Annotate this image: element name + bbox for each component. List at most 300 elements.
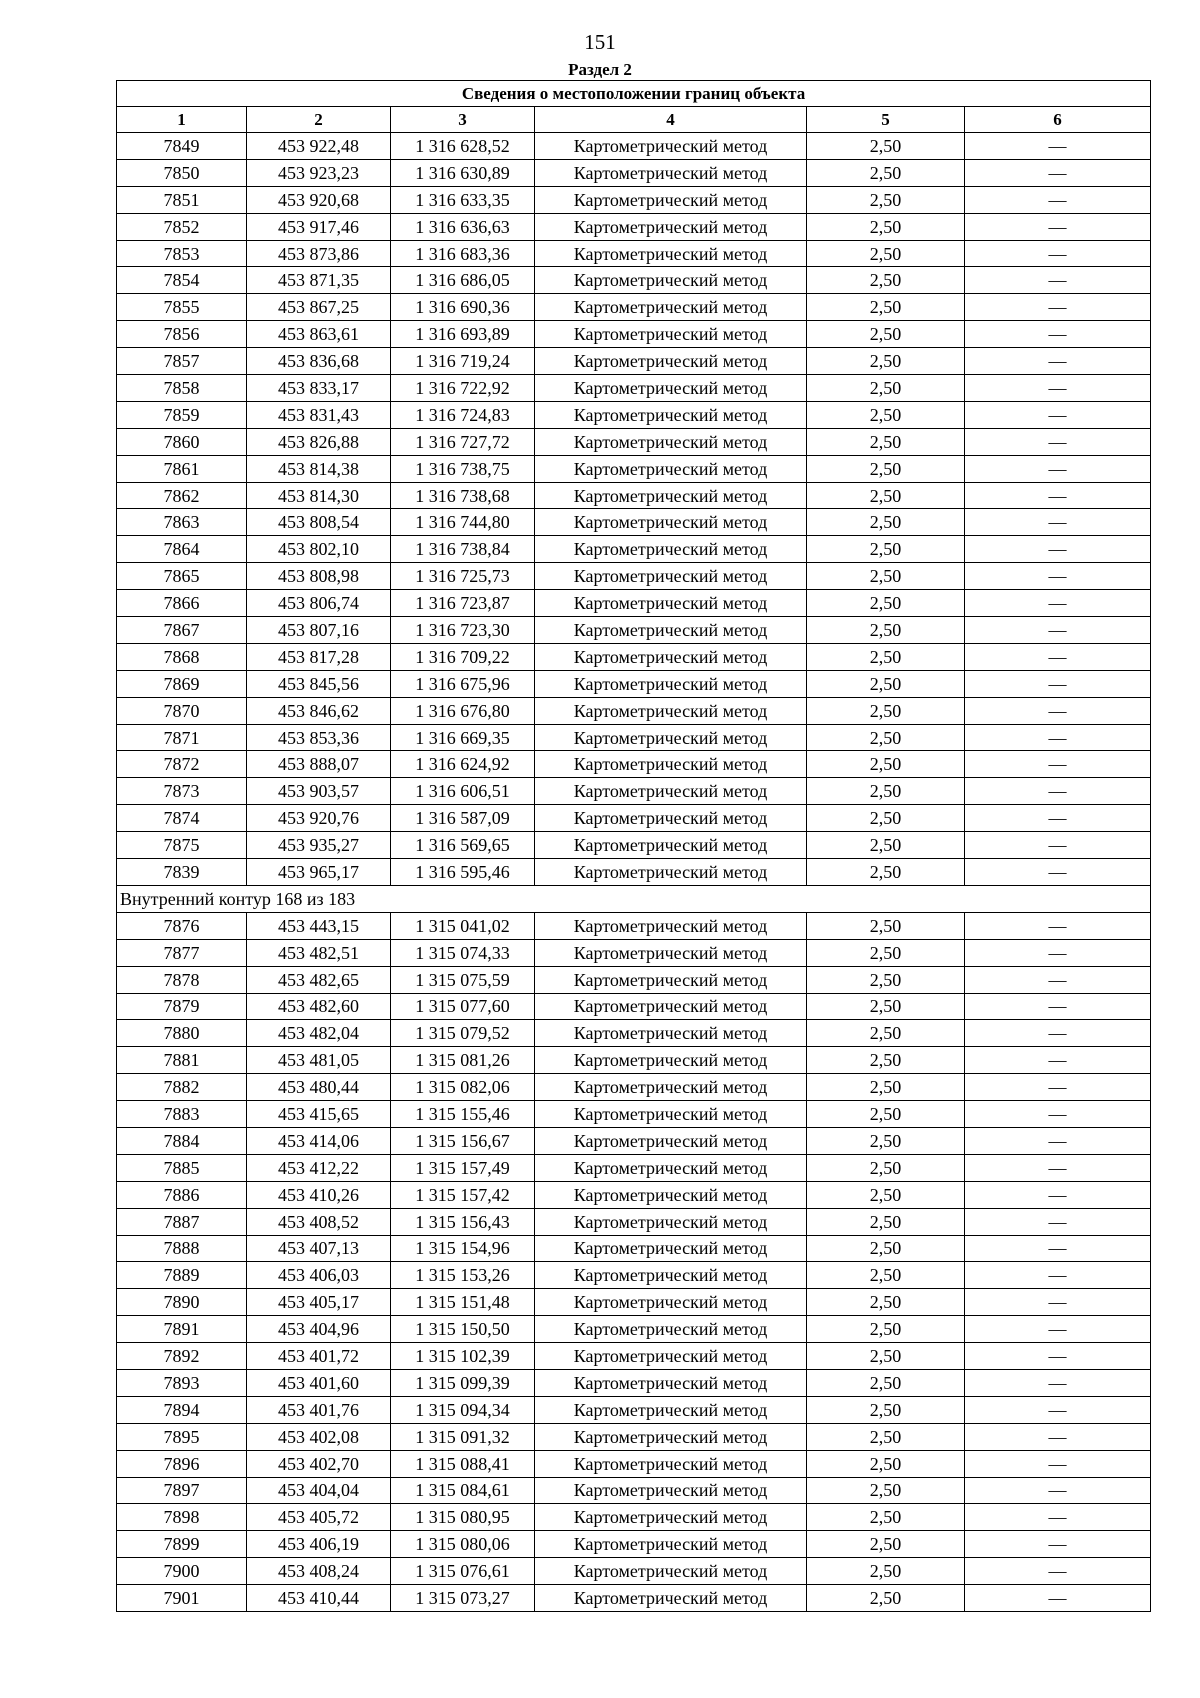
method-cell: Картометрический метод — [535, 832, 807, 859]
point-number-cell: 7890 — [117, 1289, 247, 1316]
description-cell: — — [965, 617, 1151, 644]
method-cell: Картометрический метод — [535, 859, 807, 886]
table-row — [117, 1423, 1151, 1450]
method-cell: Картометрический метод — [535, 186, 807, 213]
description-cell: — — [965, 1450, 1151, 1477]
x-coordinate-cell: 453 833,17 — [247, 375, 391, 402]
x-coordinate-cell: 453 404,04 — [247, 1477, 391, 1504]
point-number-cell: 7865 — [117, 563, 247, 590]
table-row — [117, 993, 1151, 1020]
accuracy-cell: 2,50 — [807, 939, 965, 966]
method-cell: Картометрический метод — [535, 1316, 807, 1343]
y-coordinate-cell: 1 315 157,42 — [391, 1181, 535, 1208]
table-row — [117, 1585, 1151, 1612]
point-number-cell: 7860 — [117, 428, 247, 455]
section-title: Раздел 2 — [568, 60, 632, 79]
table-row — [117, 240, 1151, 267]
y-coordinate-cell: 1 315 084,61 — [391, 1477, 535, 1504]
method-cell: Картометрический метод — [535, 1558, 807, 1585]
point-number-cell: 7896 — [117, 1450, 247, 1477]
x-coordinate-cell: 453 917,46 — [247, 213, 391, 240]
y-coordinate-cell: 1 315 102,39 — [391, 1343, 535, 1370]
point-number-cell: 7872 — [117, 751, 247, 778]
point-number-cell: 7889 — [117, 1262, 247, 1289]
description-cell: — — [965, 213, 1151, 240]
table-row — [117, 267, 1151, 294]
y-coordinate-cell: 1 316 722,92 — [391, 375, 535, 402]
description-cell: — — [965, 1585, 1151, 1612]
method-cell: Картометрический метод — [535, 1181, 807, 1208]
y-coordinate-cell: 1 316 676,80 — [391, 697, 535, 724]
point-number-cell: 7859 — [117, 401, 247, 428]
point-number-cell: 7881 — [117, 1047, 247, 1074]
point-number-cell: 7873 — [117, 778, 247, 805]
accuracy-cell: 2,50 — [807, 993, 965, 1020]
description-cell: — — [965, 1181, 1151, 1208]
y-coordinate-cell: 1 315 157,49 — [391, 1154, 535, 1181]
y-coordinate-cell: 1 315 080,95 — [391, 1504, 535, 1531]
y-coordinate-cell: 1 315 151,48 — [391, 1289, 535, 1316]
x-coordinate-cell: 453 401,60 — [247, 1369, 391, 1396]
method-cell: Картометрический метод — [535, 1262, 807, 1289]
y-coordinate-cell: 1 315 156,67 — [391, 1127, 535, 1154]
table-caption: Сведения о местоположении границ объекта — [117, 81, 1151, 107]
description-cell: — — [965, 428, 1151, 455]
point-number-cell: 7867 — [117, 617, 247, 644]
table-row — [117, 455, 1151, 482]
y-coordinate-cell: 1 316 738,75 — [391, 455, 535, 482]
point-number-cell: 7900 — [117, 1558, 247, 1585]
accuracy-cell: 2,50 — [807, 1558, 965, 1585]
method-cell: Картометрический метод — [535, 643, 807, 670]
column-header: 1 — [117, 107, 247, 133]
method-cell: Картометрический метод — [535, 294, 807, 321]
table-row — [117, 805, 1151, 832]
point-number-cell: 7856 — [117, 321, 247, 348]
method-cell: Картометрический метод — [535, 724, 807, 751]
x-coordinate-cell: 453 402,08 — [247, 1423, 391, 1450]
point-number-cell: 7850 — [117, 159, 247, 186]
method-cell: Картометрический метод — [535, 267, 807, 294]
table-row — [117, 670, 1151, 697]
x-coordinate-cell: 453 903,57 — [247, 778, 391, 805]
table-row — [117, 563, 1151, 590]
description-cell: — — [965, 509, 1151, 536]
table-row — [117, 1181, 1151, 1208]
accuracy-cell: 2,50 — [807, 1504, 965, 1531]
accuracy-cell: 2,50 — [807, 1020, 965, 1047]
table-row — [117, 509, 1151, 536]
description-cell: — — [965, 133, 1151, 160]
table-row — [117, 1504, 1151, 1531]
accuracy-cell: 2,50 — [807, 1127, 965, 1154]
point-number-cell: 7875 — [117, 832, 247, 859]
y-coordinate-cell: 1 316 744,80 — [391, 509, 535, 536]
point-number-cell: 7898 — [117, 1504, 247, 1531]
y-coordinate-cell: 1 315 099,39 — [391, 1369, 535, 1396]
y-coordinate-cell: 1 316 675,96 — [391, 670, 535, 697]
method-cell: Картометрический метод — [535, 751, 807, 778]
description-cell: — — [965, 1531, 1151, 1558]
description-cell: — — [965, 563, 1151, 590]
accuracy-cell: 2,50 — [807, 401, 965, 428]
accuracy-cell: 2,50 — [807, 294, 965, 321]
method-cell: Картометрический метод — [535, 213, 807, 240]
x-coordinate-cell: 453 406,19 — [247, 1531, 391, 1558]
point-number-cell: 7874 — [117, 805, 247, 832]
method-cell: Картометрический метод — [535, 1101, 807, 1128]
method-cell: Картометрический метод — [535, 1289, 807, 1316]
accuracy-cell: 2,50 — [807, 912, 965, 939]
description-cell: — — [965, 1127, 1151, 1154]
table-row — [117, 1450, 1151, 1477]
table-row — [117, 1127, 1151, 1154]
x-coordinate-cell: 453 482,65 — [247, 966, 391, 993]
table-row — [117, 375, 1151, 402]
accuracy-cell: 2,50 — [807, 670, 965, 697]
table-row — [117, 1235, 1151, 1262]
method-cell: Картометрический метод — [535, 482, 807, 509]
x-coordinate-cell: 453 831,43 — [247, 401, 391, 428]
accuracy-cell: 2,50 — [807, 590, 965, 617]
table-row — [117, 1531, 1151, 1558]
y-coordinate-cell: 1 316 690,36 — [391, 294, 535, 321]
method-cell: Картометрический метод — [535, 966, 807, 993]
table-row — [117, 1316, 1151, 1343]
table-row — [117, 428, 1151, 455]
description-cell: — — [965, 778, 1151, 805]
x-coordinate-cell: 453 920,68 — [247, 186, 391, 213]
x-coordinate-cell: 453 401,76 — [247, 1396, 391, 1423]
accuracy-cell: 2,50 — [807, 805, 965, 832]
point-number-cell: 7885 — [117, 1154, 247, 1181]
method-cell: Картометрический метод — [535, 1450, 807, 1477]
x-coordinate-cell: 453 845,56 — [247, 670, 391, 697]
accuracy-cell: 2,50 — [807, 1181, 965, 1208]
contour-label: Внутренний контур 168 из 183 — [117, 885, 1151, 912]
table-row — [117, 1369, 1151, 1396]
y-coordinate-cell: 1 316 606,51 — [391, 778, 535, 805]
x-coordinate-cell: 453 802,10 — [247, 536, 391, 563]
point-number-cell: 7892 — [117, 1343, 247, 1370]
method-cell: Картометрический метод — [535, 1047, 807, 1074]
x-coordinate-cell: 453 871,35 — [247, 267, 391, 294]
y-coordinate-cell: 1 316 719,24 — [391, 348, 535, 375]
accuracy-cell: 2,50 — [807, 617, 965, 644]
description-cell: — — [965, 697, 1151, 724]
x-coordinate-cell: 453 806,74 — [247, 590, 391, 617]
x-coordinate-cell: 453 480,44 — [247, 1074, 391, 1101]
description-cell: — — [965, 805, 1151, 832]
method-cell: Картометрический метод — [535, 509, 807, 536]
x-coordinate-cell: 453 922,48 — [247, 133, 391, 160]
accuracy-cell: 2,50 — [807, 375, 965, 402]
description-cell: — — [965, 1020, 1151, 1047]
accuracy-cell: 2,50 — [807, 1450, 965, 1477]
y-coordinate-cell: 1 316 693,89 — [391, 321, 535, 348]
y-coordinate-cell: 1 316 724,83 — [391, 401, 535, 428]
x-coordinate-cell: 453 867,25 — [247, 294, 391, 321]
accuracy-cell: 2,50 — [807, 1235, 965, 1262]
method-cell: Картометрический метод — [535, 617, 807, 644]
x-coordinate-cell: 453 808,98 — [247, 563, 391, 590]
y-coordinate-cell: 1 315 075,59 — [391, 966, 535, 993]
x-coordinate-cell: 453 405,72 — [247, 1504, 391, 1531]
accuracy-cell: 2,50 — [807, 240, 965, 267]
accuracy-cell: 2,50 — [807, 966, 965, 993]
table-row — [117, 617, 1151, 644]
table-row — [117, 1208, 1151, 1235]
contour-header-row — [117, 885, 1151, 912]
y-coordinate-cell: 1 315 074,33 — [391, 939, 535, 966]
x-coordinate-cell: 453 482,60 — [247, 993, 391, 1020]
accuracy-cell: 2,50 — [807, 1289, 965, 1316]
point-number-cell: 7887 — [117, 1208, 247, 1235]
accuracy-cell: 2,50 — [807, 1423, 965, 1450]
accuracy-cell: 2,50 — [807, 751, 965, 778]
x-coordinate-cell: 453 846,62 — [247, 697, 391, 724]
point-number-cell: 7886 — [117, 1181, 247, 1208]
description-cell: — — [965, 1316, 1151, 1343]
method-cell: Картометрический метод — [535, 348, 807, 375]
description-cell: — — [965, 724, 1151, 751]
method-cell: Картометрический метод — [535, 563, 807, 590]
accuracy-cell: 2,50 — [807, 133, 965, 160]
description-cell: — — [965, 1208, 1151, 1235]
y-coordinate-cell: 1 316 633,35 — [391, 186, 535, 213]
point-number-cell: 7883 — [117, 1101, 247, 1128]
accuracy-cell: 2,50 — [807, 859, 965, 886]
point-number-cell: 7897 — [117, 1477, 247, 1504]
page-number: 151 — [584, 30, 616, 54]
description-cell: — — [965, 1154, 1151, 1181]
method-cell: Картометрический метод — [535, 455, 807, 482]
description-cell: — — [965, 832, 1151, 859]
point-number-cell: 7901 — [117, 1585, 247, 1612]
point-number-cell: 7871 — [117, 724, 247, 751]
method-cell: Картометрический метод — [535, 1127, 807, 1154]
accuracy-cell: 2,50 — [807, 724, 965, 751]
x-coordinate-cell: 453 826,88 — [247, 428, 391, 455]
table-body — [117, 133, 1151, 1612]
table-row — [117, 213, 1151, 240]
accuracy-cell: 2,50 — [807, 1531, 965, 1558]
y-coordinate-cell: 1 315 076,61 — [391, 1558, 535, 1585]
column-header: 3 — [391, 107, 535, 133]
point-number-cell: 7853 — [117, 240, 247, 267]
method-cell: Картометрический метод — [535, 133, 807, 160]
method-cell: Картометрический метод — [535, 590, 807, 617]
boundary-coordinates-table — [116, 80, 1151, 1612]
accuracy-cell: 2,50 — [807, 1585, 965, 1612]
description-cell: — — [965, 1074, 1151, 1101]
description-cell: — — [965, 455, 1151, 482]
accuracy-cell: 2,50 — [807, 1047, 965, 1074]
accuracy-cell: 2,50 — [807, 1343, 965, 1370]
method-cell: Картометрический метод — [535, 778, 807, 805]
accuracy-cell: 2,50 — [807, 455, 965, 482]
description-cell: — — [965, 1369, 1151, 1396]
table-row — [117, 321, 1151, 348]
description-cell: — — [965, 939, 1151, 966]
method-cell: Картометрический метод — [535, 1585, 807, 1612]
y-coordinate-cell: 1 316 569,65 — [391, 832, 535, 859]
table-row — [117, 348, 1151, 375]
point-number-cell: 7861 — [117, 455, 247, 482]
table-row — [117, 966, 1151, 993]
description-cell: — — [965, 321, 1151, 348]
table-row — [117, 643, 1151, 670]
point-number-cell: 7894 — [117, 1396, 247, 1423]
accuracy-cell: 2,50 — [807, 159, 965, 186]
point-number-cell: 7862 — [117, 482, 247, 509]
point-number-cell: 7895 — [117, 1423, 247, 1450]
y-coordinate-cell: 1 316 738,84 — [391, 536, 535, 563]
accuracy-cell: 2,50 — [807, 348, 965, 375]
description-cell: — — [965, 1423, 1151, 1450]
y-coordinate-cell: 1 315 081,26 — [391, 1047, 535, 1074]
table-row — [117, 1154, 1151, 1181]
y-coordinate-cell: 1 316 723,87 — [391, 590, 535, 617]
point-number-cell: 7852 — [117, 213, 247, 240]
point-number-cell: 7876 — [117, 912, 247, 939]
point-number-cell: 7854 — [117, 267, 247, 294]
description-cell: — — [965, 1262, 1151, 1289]
x-coordinate-cell: 453 482,04 — [247, 1020, 391, 1047]
table-row — [117, 939, 1151, 966]
table-row — [117, 724, 1151, 751]
y-coordinate-cell: 1 315 082,06 — [391, 1074, 535, 1101]
y-coordinate-cell: 1 315 153,26 — [391, 1262, 535, 1289]
point-number-cell: 7899 — [117, 1531, 247, 1558]
y-coordinate-cell: 1 316 587,09 — [391, 805, 535, 832]
description-cell: — — [965, 751, 1151, 778]
method-cell: Картометрический метод — [535, 1531, 807, 1558]
x-coordinate-cell: 453 920,76 — [247, 805, 391, 832]
description-cell: — — [965, 590, 1151, 617]
accuracy-cell: 2,50 — [807, 1477, 965, 1504]
accuracy-cell: 2,50 — [807, 778, 965, 805]
description-cell: — — [965, 1396, 1151, 1423]
column-header: 4 — [535, 107, 807, 133]
x-coordinate-cell: 453 415,65 — [247, 1101, 391, 1128]
x-coordinate-cell: 453 406,03 — [247, 1262, 391, 1289]
method-cell: Картометрический метод — [535, 240, 807, 267]
description-cell: — — [965, 159, 1151, 186]
y-coordinate-cell: 1 316 709,22 — [391, 643, 535, 670]
description-cell: — — [965, 348, 1151, 375]
x-coordinate-cell: 453 863,61 — [247, 321, 391, 348]
y-coordinate-cell: 1 316 725,73 — [391, 563, 535, 590]
x-coordinate-cell: 453 836,68 — [247, 348, 391, 375]
accuracy-cell: 2,50 — [807, 536, 965, 563]
y-coordinate-cell: 1 316 624,92 — [391, 751, 535, 778]
description-cell: — — [965, 1235, 1151, 1262]
point-number-cell: 7888 — [117, 1235, 247, 1262]
point-number-cell: 7877 — [117, 939, 247, 966]
x-coordinate-cell: 453 401,72 — [247, 1343, 391, 1370]
point-number-cell: 7851 — [117, 186, 247, 213]
point-number-cell: 7882 — [117, 1074, 247, 1101]
description-cell: — — [965, 482, 1151, 509]
accuracy-cell: 2,50 — [807, 321, 965, 348]
table-row — [117, 536, 1151, 563]
x-coordinate-cell: 453 410,44 — [247, 1585, 391, 1612]
x-coordinate-cell: 453 923,23 — [247, 159, 391, 186]
y-coordinate-cell: 1 315 155,46 — [391, 1101, 535, 1128]
y-coordinate-cell: 1 315 091,32 — [391, 1423, 535, 1450]
table-row — [117, 751, 1151, 778]
y-coordinate-cell: 1 315 088,41 — [391, 1450, 535, 1477]
table-row — [117, 832, 1151, 859]
y-coordinate-cell: 1 316 636,63 — [391, 213, 535, 240]
table-row — [117, 1101, 1151, 1128]
method-cell: Картометрический метод — [535, 939, 807, 966]
point-number-cell: 7893 — [117, 1369, 247, 1396]
table-row — [117, 1074, 1151, 1101]
x-coordinate-cell: 453 443,15 — [247, 912, 391, 939]
method-cell: Картометрический метод — [535, 670, 807, 697]
x-coordinate-cell: 453 888,07 — [247, 751, 391, 778]
method-cell: Картометрический метод — [535, 1504, 807, 1531]
table-row — [117, 697, 1151, 724]
description-cell: — — [965, 1477, 1151, 1504]
description-cell: — — [965, 643, 1151, 670]
table-row — [117, 1477, 1151, 1504]
point-number-cell: 7884 — [117, 1127, 247, 1154]
x-coordinate-cell: 453 402,70 — [247, 1450, 391, 1477]
y-coordinate-cell: 1 316 628,52 — [391, 133, 535, 160]
y-coordinate-cell: 1 315 094,34 — [391, 1396, 535, 1423]
description-cell: — — [965, 375, 1151, 402]
method-cell: Картометрический метод — [535, 1369, 807, 1396]
x-coordinate-cell: 453 814,30 — [247, 482, 391, 509]
y-coordinate-cell: 1 315 041,02 — [391, 912, 535, 939]
method-cell: Картометрический метод — [535, 1396, 807, 1423]
point-number-cell: 7855 — [117, 294, 247, 321]
y-coordinate-cell: 1 315 150,50 — [391, 1316, 535, 1343]
accuracy-cell: 2,50 — [807, 213, 965, 240]
method-cell: Картометрический метод — [535, 697, 807, 724]
method-cell: Картометрический метод — [535, 1154, 807, 1181]
column-header: 5 — [807, 107, 965, 133]
y-coordinate-cell: 1 316 683,36 — [391, 240, 535, 267]
x-coordinate-cell: 453 935,27 — [247, 832, 391, 859]
method-cell: Картометрический метод — [535, 1477, 807, 1504]
y-coordinate-cell: 1 316 738,68 — [391, 482, 535, 509]
point-number-cell: 7866 — [117, 590, 247, 617]
accuracy-cell: 2,50 — [807, 482, 965, 509]
method-cell: Картометрический метод — [535, 1235, 807, 1262]
table-row — [117, 1047, 1151, 1074]
x-coordinate-cell: 453 853,36 — [247, 724, 391, 751]
method-cell: Картометрический метод — [535, 1343, 807, 1370]
table-row — [117, 1289, 1151, 1316]
point-number-cell: 7880 — [117, 1020, 247, 1047]
y-coordinate-cell: 1 316 595,46 — [391, 859, 535, 886]
column-header: 6 — [965, 107, 1151, 133]
accuracy-cell: 2,50 — [807, 428, 965, 455]
accuracy-cell: 2,50 — [807, 1262, 965, 1289]
description-cell: — — [965, 1289, 1151, 1316]
y-coordinate-cell: 1 315 156,43 — [391, 1208, 535, 1235]
method-cell: Картометрический метод — [535, 401, 807, 428]
description-cell: — — [965, 993, 1151, 1020]
accuracy-cell: 2,50 — [807, 563, 965, 590]
table-row — [117, 1558, 1151, 1585]
accuracy-cell: 2,50 — [807, 1316, 965, 1343]
x-coordinate-cell: 453 965,17 — [247, 859, 391, 886]
